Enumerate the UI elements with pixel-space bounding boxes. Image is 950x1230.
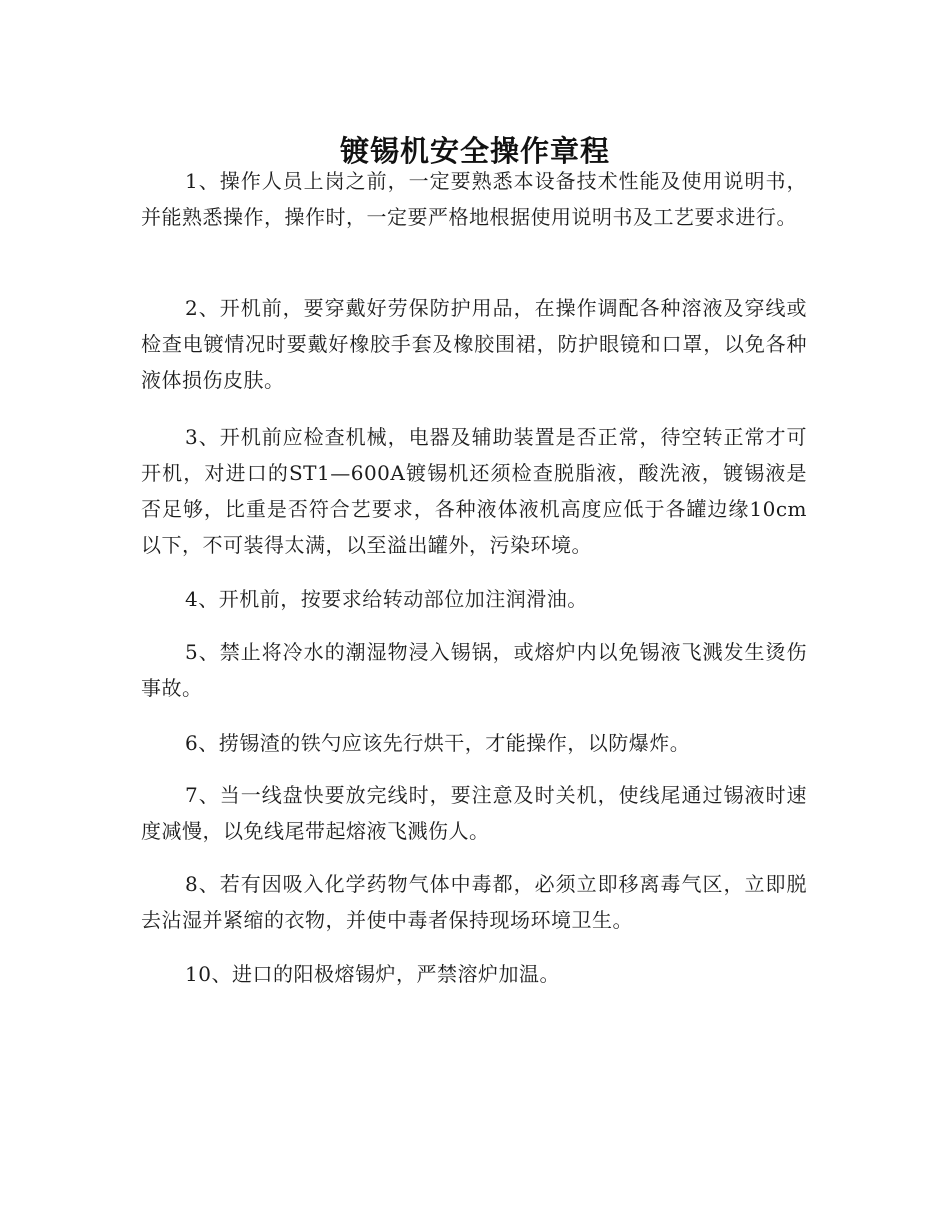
document-title: 镀锡机安全操作章程 bbox=[339, 134, 610, 169]
rule-paragraph-10: 10、进口的阳极熔锡炉，严禁溶炉加温。 bbox=[185, 962, 560, 986]
rule-paragraph-4: 4、开机前，按要求给转动部位加注润滑油。 bbox=[185, 587, 588, 611]
rule-paragraph-6: 6、捞锡渣的铁勺应该先行烘干，才能操作，以防爆炸。 bbox=[185, 731, 691, 755]
rule-paragraph-8: 8、若有因吸入化学药物气体中毒都，必须立即移离毒气区，立即脱去沾湿并紧缩的衣物，并使中毒者保持现场环境卫生。 bbox=[141, 872, 807, 932]
rule-paragraph-2: 2、开机前，要穿戴好劳保防护用品，在操作调配各种溶液及穿线或检查电镀情况时要戴好橡胶手套及橡胶围裙，防护眼镜和口罩，以免各种液体损伤皮肤。 bbox=[141, 296, 807, 392]
rule-paragraph-7: 7、当一线盘快要放完线时，要注意及时关机，使线尾通过锡液时速度减慢，以免线尾带起熔液飞溅伤人。 bbox=[141, 783, 807, 843]
rule-paragraph-3: 3、开机前应检查机械，电器及辅助装置是否正常，待空转正常才可开机，对进口的ST1—600A镀锡机还须检查脱脂液，酸洗液，镀锡液是否足够，比重是否符合艺要求，各种液体液机高度应低于各罐边缘10cm以下，不可装得太满，以至溢出罐外，污染环境。 bbox=[141, 425, 807, 557]
rule-paragraph-5: 5、禁止将冷水的潮湿物浸入锡锅，或熔炉内以免锡液飞溅发生烫伤事故。 bbox=[141, 640, 807, 700]
rule-paragraph-1: 1、操作人员上岗之前，一定要熟悉本设备技术性能及使用说明书，并能熟悉操作，操作时，一定要严格地根据使用说明书及工艺要求进行。 bbox=[141, 169, 807, 229]
